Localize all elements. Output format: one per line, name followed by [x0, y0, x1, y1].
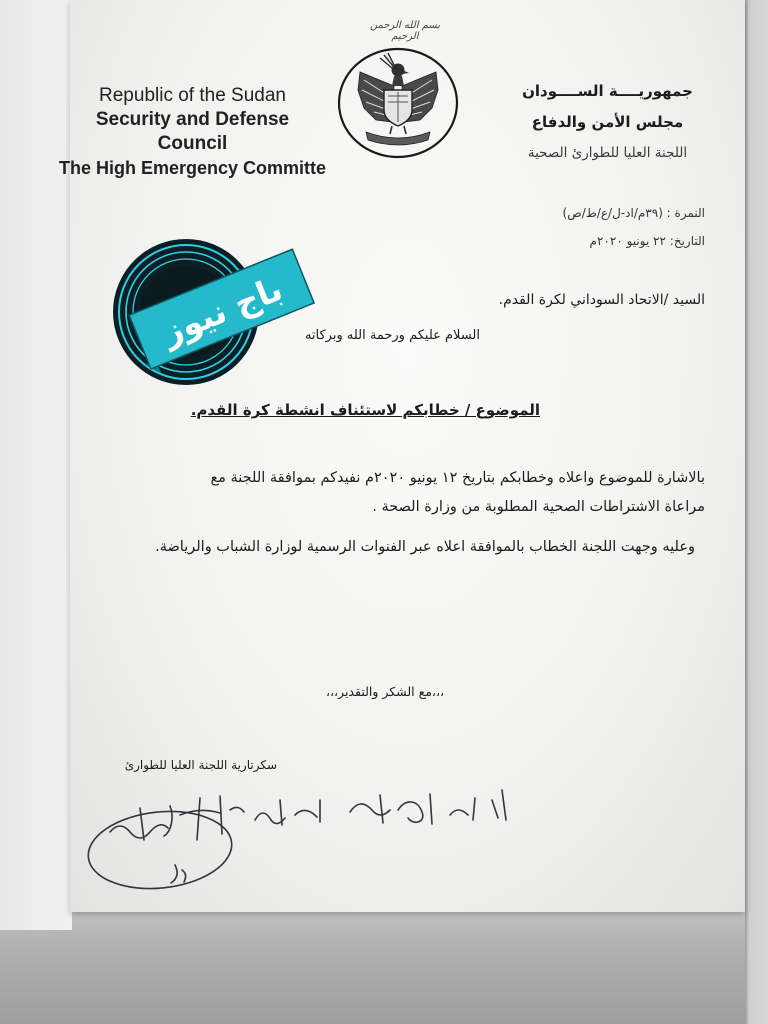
header-council-ar: مجلس الأمن والدفاع [531, 113, 684, 131]
watermark-text: باج نيوز [156, 268, 288, 353]
letter-date: التاريخ: ٢٢ يونيو ٢٠٢٠م [589, 234, 705, 248]
greeting-line: السلام عليكم ورحمة الله وبركاته [304, 328, 480, 343]
header-council-en-line1: Security and Defense [95, 109, 290, 130]
reference-number: النمرة : (٣٩م/اد-ل/ع/ط/ص) [562, 206, 705, 220]
recipient-line: السيد /الاتحاد السوداني لكرة القدم. [498, 292, 705, 308]
header-country-ar: جمهوريــــة الســــودان [522, 82, 693, 100]
news-logo-watermark-icon [100, 232, 315, 392]
basmala: بسم الله الرحمن الرحيم [369, 20, 441, 42]
header-committee-ar: اللجنة العليا للطوارئ الصحية [527, 145, 688, 161]
body-paragraph-1-line-1: بالاشارة للموضوع واعلاه وخطابكم بتاريخ ١٢ يونيو ٢٠٢٠م نفيدكم بموافقة اللجنة مع [210, 470, 705, 486]
header-committee-en: The High Emergency Committe [58, 158, 327, 178]
header-country-en: Republic of the Sudan [99, 85, 286, 106]
body-paragraph-1 [85, 464, 705, 522]
closing-line: ،،،مع الشكر والتقدير،،، [325, 684, 445, 699]
secretary-bird-emblem-icon [336, 46, 460, 160]
body-paragraph-2: وعليه وجهت اللجنة الخطاب بالموافقة اعلاه عبر الفنوات الرسمية لوزارة الشباب والرياضة. [155, 539, 695, 555]
background-sheet-right [745, 0, 768, 1024]
header-arabic [495, 76, 720, 168]
signatory-title: سكرتارية اللجنة العليا للطوارئ [124, 758, 277, 772]
handwritten-signature-icon [80, 770, 520, 900]
header-council-en-line2: Council [157, 133, 228, 154]
subject-line: الموضوع / خطابكم لاستئناف انشطة كرة القدم. [190, 401, 540, 419]
header-english [55, 84, 330, 180]
body-paragraph-1-line-2: مراعاة الاشتراطات الصحية المطلوبة من وزارة الصحة . [372, 499, 705, 515]
